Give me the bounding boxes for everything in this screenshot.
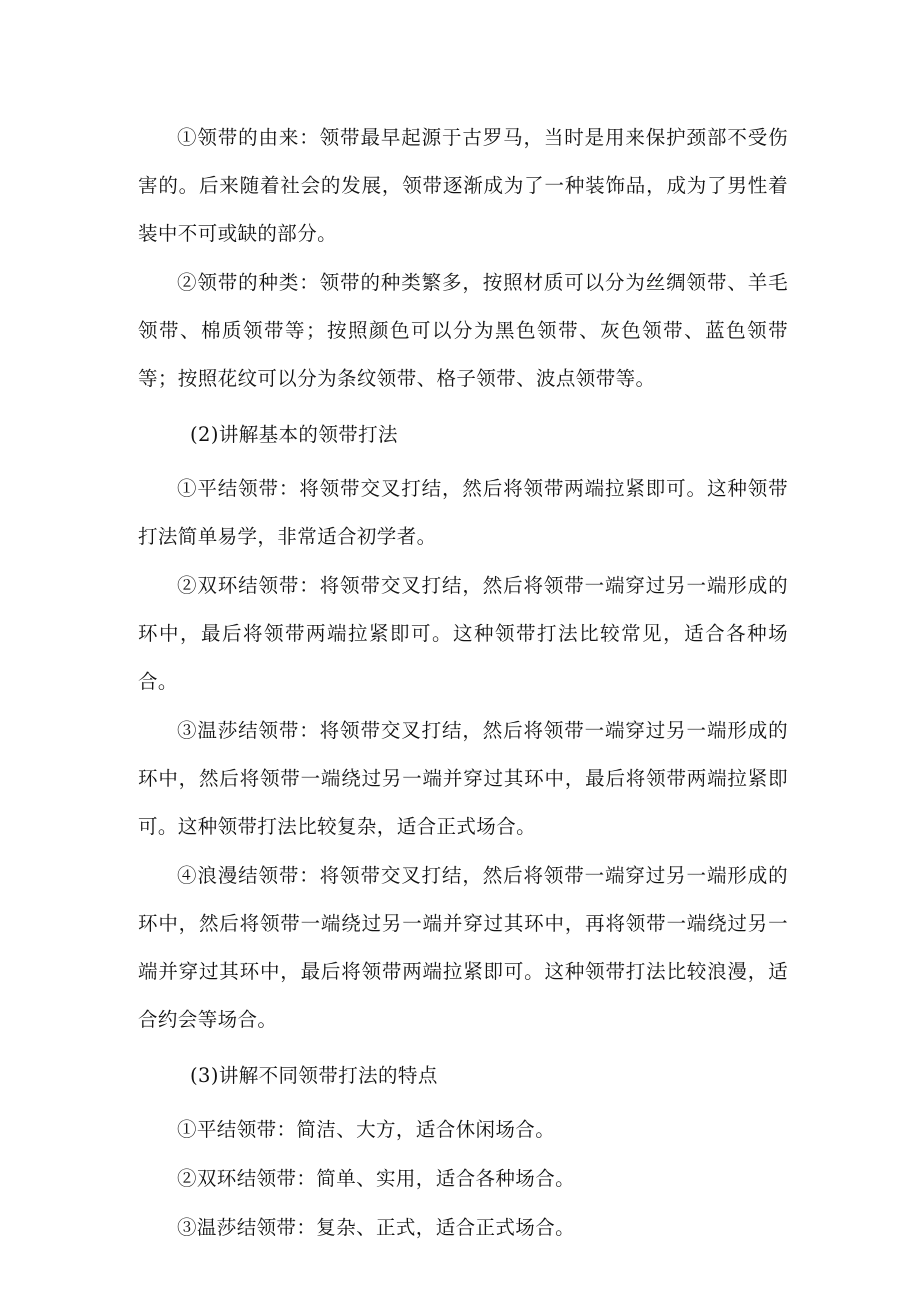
paragraph-plain-knot: ①平结领带：将领带交叉打结，然后将领带两端拉紧即可。这种领带打法简单易学，非常适合初学者。 bbox=[138, 477, 788, 548]
paragraph-double-knot: ②双环结领带：将领带交叉打结，然后将领带一端穿过另一端形成的环中，最后将领带两端拉紧即可。这种领带打法比较常见，适合各种场合。 bbox=[138, 574, 788, 693]
paragraph-tie-origin: ①领带的由来：领带最早起源于古罗马，当时是用来保护颈部不受伤害的。后来随着社会的发展，领带逐渐成为了一种装饰品，成为了男性着装中不可或缺的部分。 bbox=[138, 126, 788, 245]
paragraph-romantic-knot: ④浪漫结领带：将领带交叉打结，然后将领带一端穿过另一端形成的环中，然后将领带一端绕过另一端并穿过其环中，再将领带一端绕过另一端并穿过其环中，最后将领带两端拉紧即可。这种领带打法比较浪漫，适合约会等场合。 bbox=[138, 864, 788, 1031]
paragraph-double-knot-feature: ②双环结领带：简单、实用，适合各种场合。 bbox=[177, 1167, 576, 1190]
heading-basic-tie-knots: (2)讲解基本的领带打法 bbox=[190, 423, 398, 446]
heading-knot-features: (3)讲解不同领带打法的特点 bbox=[190, 1064, 438, 1087]
paragraph-windsor-knot: ③温莎结领带：将领带交叉打结，然后将领带一端穿过另一端形成的环中，然后将领带一端绕过另一端并穿过其环中，最后将领带两端拉紧即可。这种领带打法比较复杂，适合正式场合。 bbox=[138, 719, 788, 838]
paragraph-tie-types: ②领带的种类：领带的种类繁多，按照材质可以分为丝绸领带、羊毛领带、棉质领带等；按照颜色可以分为黑色领带、灰色领带、蓝色领带等；按照花纹可以分为条纹领带、格子领带、波点领带等。 bbox=[138, 271, 788, 390]
paragraph-windsor-knot-feature: ③温莎结领带：复杂、正式，适合正式场合。 bbox=[177, 1216, 576, 1239]
paragraph-plain-knot-feature: ①平结领带：简洁、大方，适合休闲场合。 bbox=[177, 1118, 556, 1141]
document-page bbox=[138, 114, 788, 1252]
